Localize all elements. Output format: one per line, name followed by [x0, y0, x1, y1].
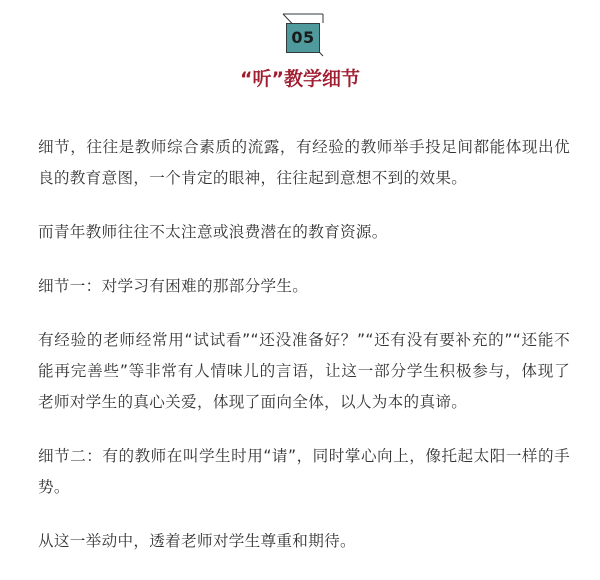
article-body: [38, 132, 570, 580]
section-heading: “听”教学细节: [240, 68, 360, 90]
paragraph-detail-one-body: 有经验的老师经常用“试试看”“还没准备好？”“还有没有要补充的”“还能不能再完善些”等非常有人情味儿的言语，让这一部分学生积极参与，体现了老师对学生的真心关爱，体现了面向全体，以人为本的真谛。: [38, 331, 570, 411]
paragraph-detail-one-title: 细节一：对学习有困难的那部分学生。: [38, 277, 309, 295]
section-number-badge: [283, 12, 323, 56]
paragraph-conclusion: 从这一举动中，透着老师对学生尊重和期待。: [38, 532, 356, 550]
paragraph-young-teachers: 而青年教师往往不太注意或浪费潜在的教育资源。: [38, 223, 388, 241]
paragraph-intro: 细节，往往是教师综合素质的流露，有经验的教师举手投足间都能体现出优良的教育意图，一个肯定的眼神，往往起到意想不到的效果。: [38, 138, 570, 187]
section-number: 05: [286, 23, 320, 53]
paragraph-detail-two: 细节二：有的教师在叫学生时用“请”，同时掌心向上，像托起太阳一样的手势。: [38, 447, 570, 496]
